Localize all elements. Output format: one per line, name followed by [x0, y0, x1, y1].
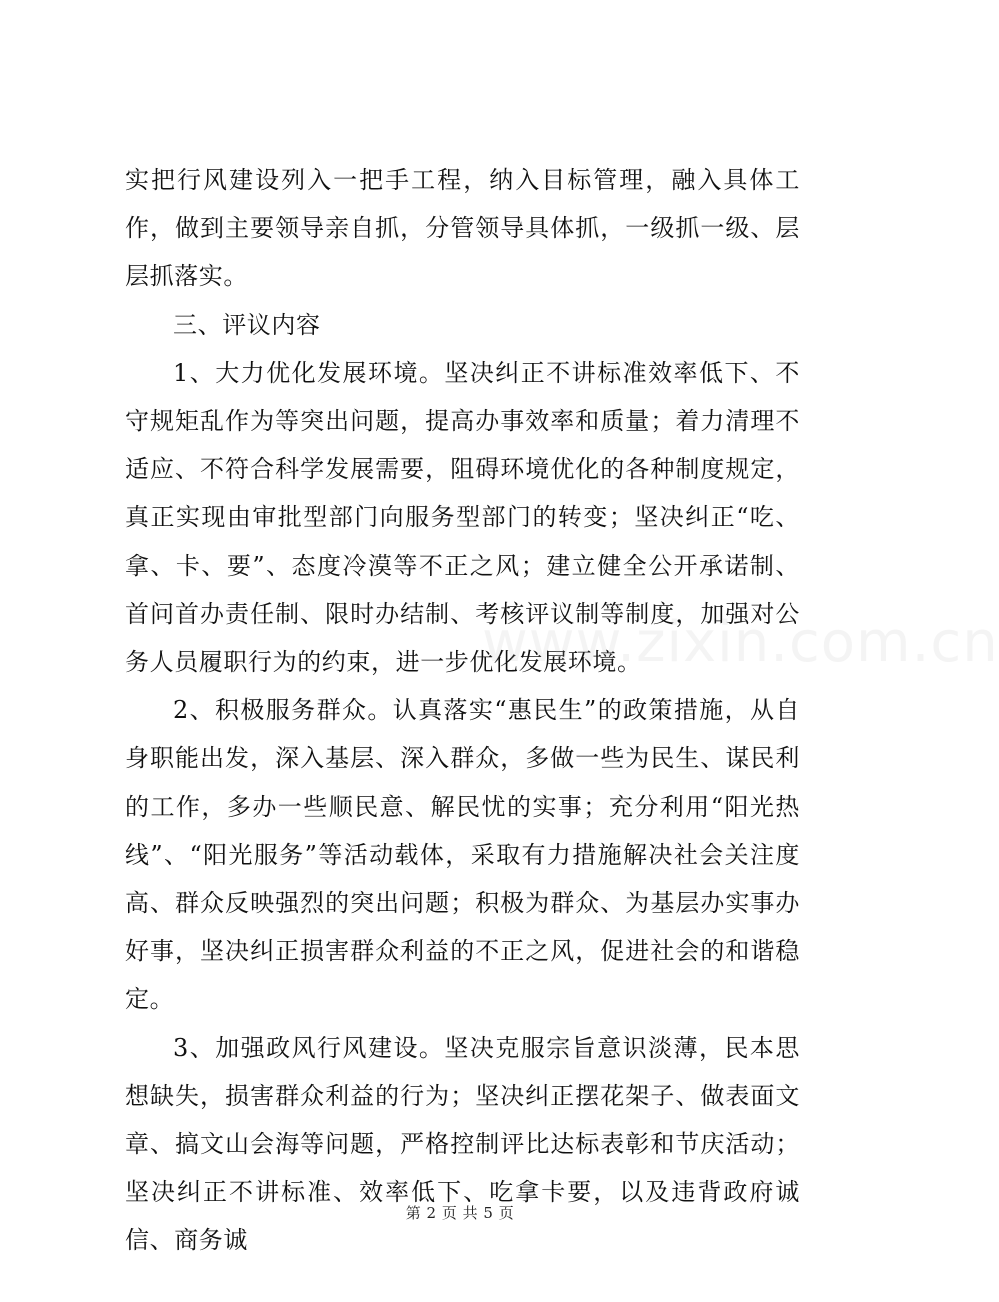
watermark: www.zixin.com.cn: [482, 610, 999, 675]
paragraph-item-1: 1、大力优化发展环境。坚决纠正不讲标准效率低下、不守规矩乱作为等突出问题，提高办事效率和质量；着力清理不适应、不符合科学发展需要，阻碍环境优化的各种制度规定，真正实现由审批型部门向服务型部门的转变；坚决纠正“吃、拿、卡、要”、态度冷漠等不正之风；建立健全公开承诺制、首问首办责任制、限时办结制、考核评议制等制度，加强对公务人员履职行为的约束，进一步优化发展环境。: [125, 358, 800, 677]
section-heading: 三、评议内容: [173, 310, 321, 339]
paragraph-continuation: 实把行风建设列入一把手工程，纳入目标管理，融入具体工作，做到主要领导亲自抓，分管领导具体抓，一级抓一级、层层抓落实。: [125, 166, 800, 291]
document-body: [125, 156, 800, 1265]
paragraph-item-2: 2、积极服务群众。认真落实“惠民生”的政策措施，从自身职能出发，深入基层、深入群众，多做一些为民生、谋民利的工作，多办一些顺民意、解民忧的实事；充分利用“阳光热线”、“阳光服务”等活动载体，采取有力措施解决社会关注度高、群众反映强烈的突出问题；积极为群众、为基层办实事办好事，坚决纠正损害群众利益的不正之风，促进社会的和谐稳定。: [125, 696, 800, 1014]
paragraph-item-3: 3、加强政风行风建设。坚决克服宗旨意识淡薄，民本思想缺失，损害群众利益的行为；坚决纠正摆花架子、做表面文章、搞文山会海等问题，严格控制评比达标表彰和节庆活动；坚决纠正不讲标准、效率低下、吃拿卡要，以及违背政府诚信、商务诚: [125, 1033, 800, 1255]
page-number-footer: 第 2 页 共 5 页: [405, 1204, 515, 1222]
